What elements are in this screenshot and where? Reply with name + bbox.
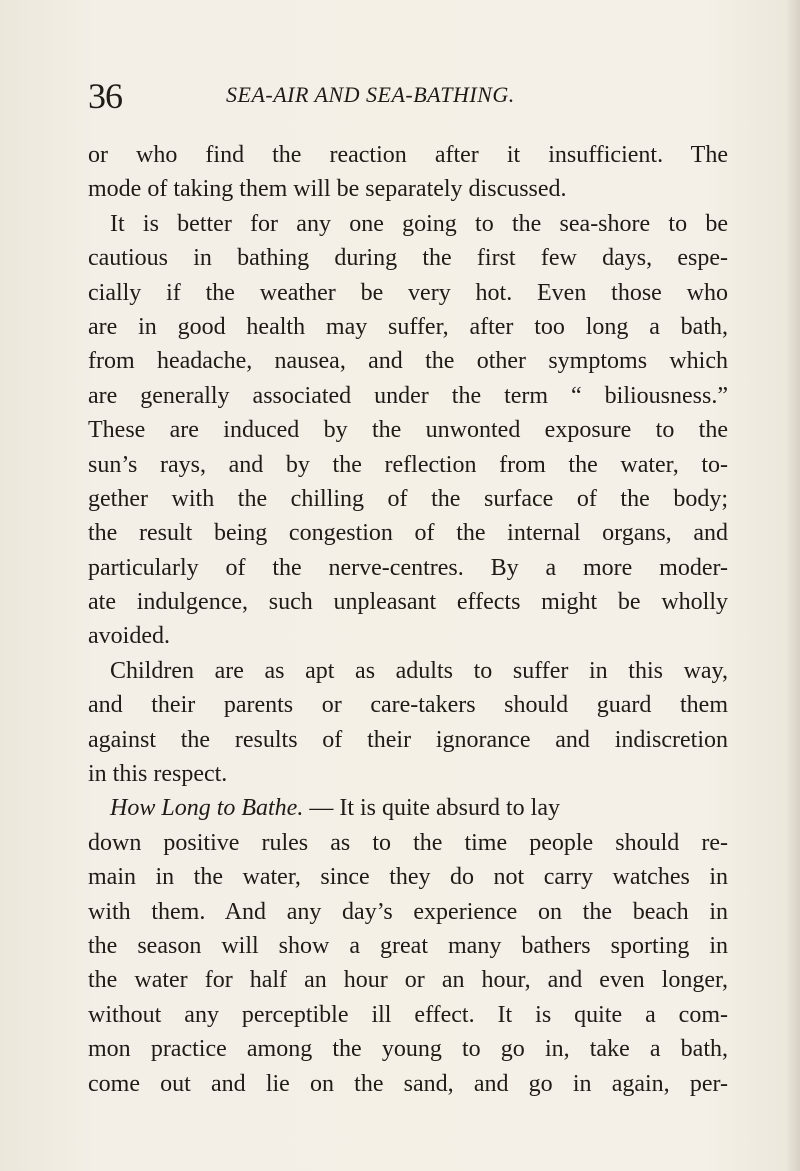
text-line: mon practice among the young to go in, take a bath, bbox=[88, 1036, 728, 1063]
text-line: down positive rules as to the time people should re- bbox=[88, 829, 728, 856]
text-line-with-subheading bbox=[88, 791, 728, 825]
text-line: Children are as apt as adults to suffer in this way, bbox=[110, 657, 728, 684]
text-line: against the results of their ignorance and indiscretion bbox=[88, 726, 728, 753]
text-line: without any perceptible ill effect. It is quite a com- bbox=[88, 1001, 728, 1028]
text-line: ate indulgence, such unpleasant effects might be wholly bbox=[88, 589, 728, 616]
text-line: sun’s rays, and by the reflection from the water, to- bbox=[88, 451, 728, 478]
body-text bbox=[88, 138, 728, 1101]
text-line: the result being congestion of the internal organs, and bbox=[88, 520, 728, 547]
page-number: 36 bbox=[88, 76, 122, 116]
text-line: or who find the reaction after it insufficient. The bbox=[88, 142, 728, 168]
section-subheading: How Long to Bathe. bbox=[110, 795, 304, 822]
text-line: from headache, nausea, and the other symptoms which bbox=[88, 348, 728, 375]
text-line: in this respect. bbox=[88, 761, 228, 788]
text-line: gether with the chilling of the surface of the body; bbox=[88, 485, 728, 512]
text-line: cautious in bathing during the first few days, espe- bbox=[88, 245, 728, 272]
text-line: are in good health may suffer, after too long a bath, bbox=[88, 313, 728, 340]
text-line: with them. And any day’s experience on the beach in bbox=[88, 898, 728, 925]
page-header bbox=[88, 74, 728, 124]
page-edge-shadow bbox=[786, 0, 800, 1171]
running-title: SEA-AIR AND SEA-BATHING. bbox=[226, 82, 515, 107]
text-line-rest: — It is quite absurd to lay bbox=[309, 795, 560, 822]
text-line: particularly of the nerve-centres. By a more moder- bbox=[88, 554, 728, 581]
text-line: avoided. bbox=[88, 623, 170, 650]
text-line: the season will show a great many bathers sporting in bbox=[88, 932, 728, 959]
text-line: mode of taking them will be separately discussed. bbox=[88, 176, 567, 203]
text-line: cially if the weather be very hot. Even those who bbox=[88, 279, 728, 306]
text-line: It is better for any one going to the sea-shore to be bbox=[110, 210, 728, 237]
text-line: the water for half an hour or an hour, and even longer, bbox=[88, 967, 728, 994]
text-line: are generally associated under the term “ biliousness.” bbox=[88, 382, 728, 409]
text-line: come out and lie on the sand, and go in again, per- bbox=[88, 1070, 728, 1097]
text-line: main in the water, since they do not carry watches in bbox=[88, 864, 728, 891]
text-line: These are induced by the unwonted exposure to the bbox=[88, 417, 728, 444]
text-line: and their parents or care-takers should guard them bbox=[88, 692, 728, 719]
